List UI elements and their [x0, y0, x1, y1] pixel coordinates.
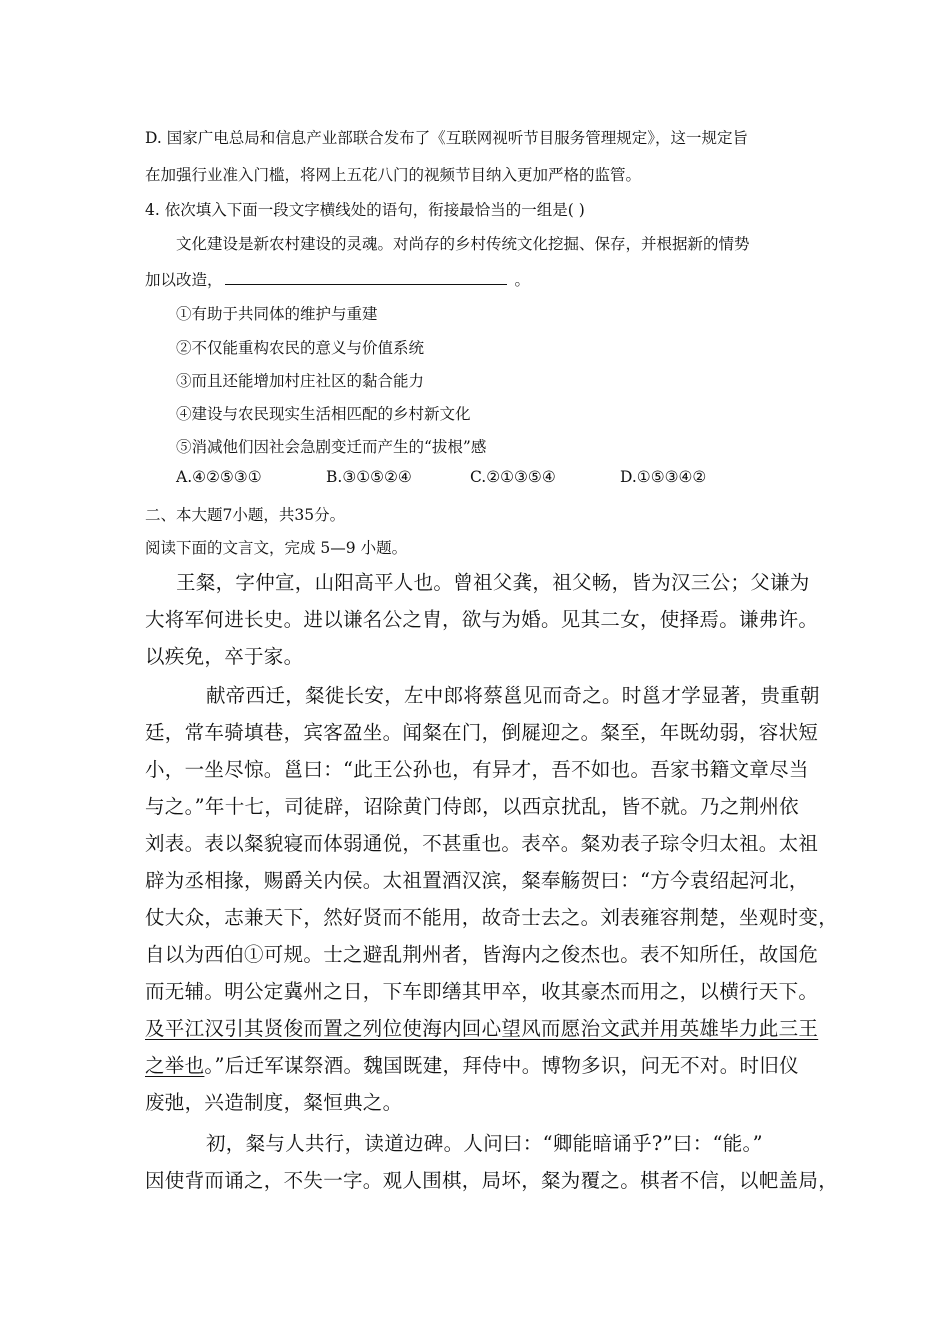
passage-p2-line-3: 小，一坐尽惊。邕曰：“此王公孙也，有异才，吾不如也。吾家书籍文章尽当	[145, 758, 809, 781]
passage-p2-line-8: 自以为西伯①可规。士之避乱荆州者，皆海内之俊杰也。表不知所任，故国危	[145, 943, 819, 966]
passage-p2-line-6: 辟为丞相掾，赐爵关内侯。太祖置酒汉滨，粲奉觞贺曰：“方今袁绍起河北，	[145, 869, 809, 892]
q4-choice-a: A.④②⑤③①	[176, 468, 262, 486]
q4-passage-line-2-end: 。	[514, 271, 531, 289]
q4-passage-line-1: 文化建设是新农村建设的灵魂。对尚存的乡村传统文化挖掘、保存，并根据新的情势	[176, 235, 750, 253]
answer-blank	[225, 283, 507, 285]
option-d-line-1: D. 国家广电总局和信息产业部联合发布了《互联网视听节目服务管理规定》，这一规定旨	[145, 129, 748, 147]
passage-p2-line-9: 而无辅。明公定冀州之日，下车即缮其甲卒，收其豪杰而用之，以横行天下。	[145, 980, 819, 1003]
section-2-instruction: 阅读下面的文言文，完成 5—9 小题。	[145, 539, 408, 557]
q4-item-4: ④建设与农民现实生活相匹配的乡村新文化	[176, 405, 471, 423]
q4-item-3: ③而且还能增加村庄社区的黏合能力	[176, 372, 425, 390]
q4-item-5: ⑤消减他们因社会急剧变迁而产生的“拔根”感	[176, 438, 487, 456]
q4-item-2: ②不仅能重构农民的意义与价值系统	[176, 339, 425, 357]
question-4-stem: 4. 依次填入下面一段文字横线处的语句，衔接最恰当的一组是( )	[145, 201, 585, 219]
q4-item-1: ①有助于共同体的维护与重建	[176, 305, 378, 323]
q4-passage-line-2	[145, 268, 530, 290]
section-2-heading: 二、本大题7小题，共35分。	[145, 506, 346, 524]
passage-p2-line-11	[145, 1050, 799, 1078]
passage-p1-line-3: 以疾免，卒于家。	[145, 645, 304, 668]
passage-p2-line-2: 廷，常车骑填巷，宾客盈坐。闻粲在门，倒屣迎之。粲至，年既幼弱，容状短	[145, 721, 819, 744]
passage-p2-last-line: 废弛，兴造制度，粲恒典之。	[145, 1091, 403, 1114]
translation-underlined-tail: 之举也	[145, 1054, 205, 1077]
q4-passage-line-2-start: 加以改造，	[145, 271, 223, 289]
q4-choice-d: D.①⑤③④②	[620, 468, 707, 486]
passage-p3-line-2: 因使背而诵之，不失一字。观人围棋，局坏，粲为覆之。棋者不信，以帊盖局，	[145, 1169, 839, 1192]
passage-p2-line-5: 刘表。表以粲貌寝而体弱通侻，不甚重也。表卒。粲劝表子琮令归太祖。太祖	[145, 832, 819, 855]
passage-p2-line-7: 仗大众，志兼天下，然好贤而不能用，故奇士去之。刘表雍容荆楚，坐观时变，	[145, 906, 839, 929]
option-d-line-2: 在加强行业准入门槛，将网上五花八门的视频节目纳入更加严格的监管。	[145, 166, 642, 184]
passage-p2-line-1: 献帝西迁，粲徙长安，左中郎将蔡邕见而奇之。时邕才学显著，贵重朝	[206, 684, 820, 707]
translation-underlined-text: 及平江汉引其贤俊而置之列位使海内回心望风而愿治文武并用英雄毕力此三王	[145, 1017, 819, 1040]
passage-p1-line-2: 大将军何进长史。进以谦名公之胄，欲与为婚。见其二女，使择焉。谦弗许。	[145, 608, 819, 631]
passage-p3-line-1: 初，粲与人共行，读道边碑。人问曰：“卿能暗诵乎?”曰：“能。”	[206, 1132, 763, 1155]
q4-choice-c: C.②①③⑤④	[470, 468, 556, 486]
passage-p2-line-4: 与之。”年十七，司徒辟，诏除黄门侍郎，以西京扰乱，皆不就。乃之荆州依	[145, 795, 799, 818]
passage-p2-underlined-line	[145, 1013, 818, 1041]
q4-choice-b: B.③①⑤②④	[326, 468, 412, 486]
passage-p2-line-11-rest: 。”后迁军谋祭酒。魏国既建，拜侍中。博物多识，问无不对。时旧仪	[204, 1054, 799, 1077]
passage-p1-line-1: 王粲，字仲宣，山阳高平人也。曾祖父龚，祖父畅，皆为汉三公；父谦为	[176, 571, 810, 594]
